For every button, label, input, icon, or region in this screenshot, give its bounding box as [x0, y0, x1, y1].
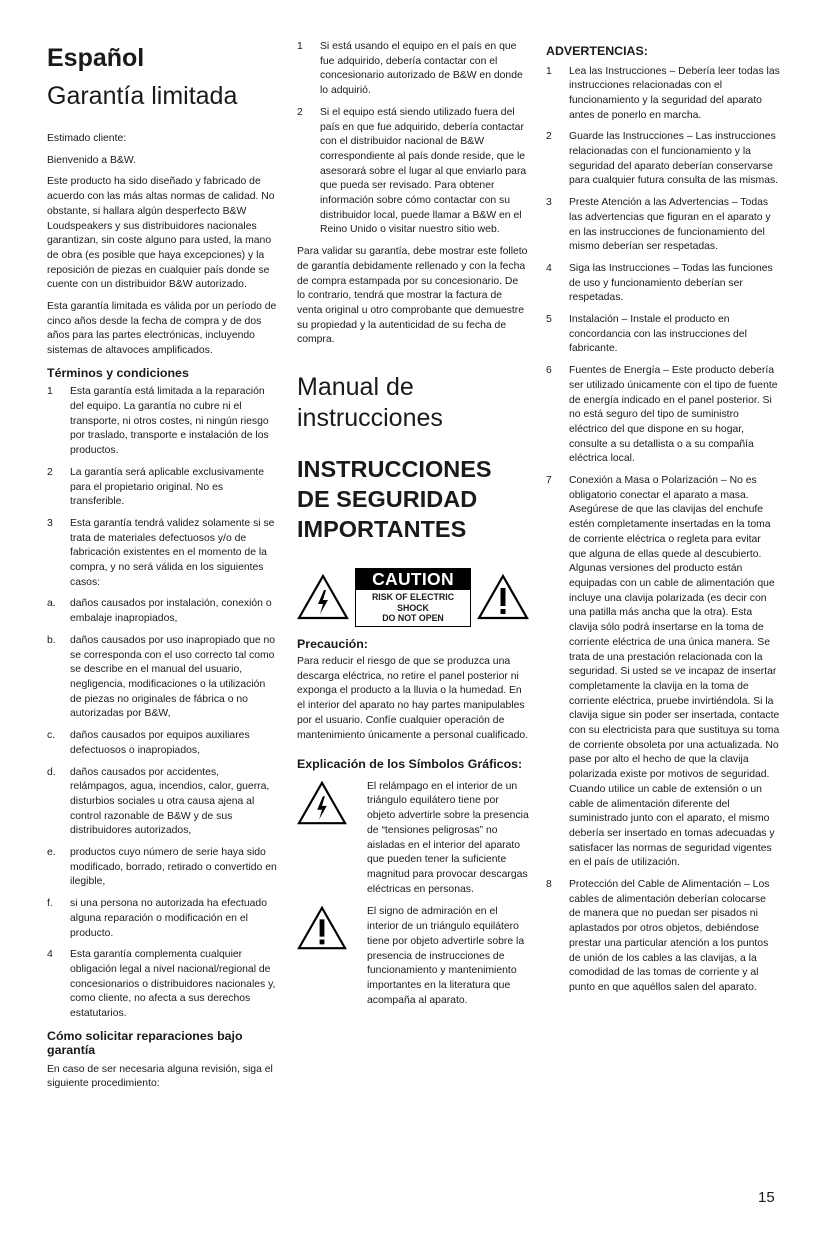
exclamation-explanation: El signo de admiración en el interior de un triángulo equilátero tiene por objeto advertirle sobre la presencia de instrucciones de funcionamiento y mantenimiento importantes en la literatura que acompaña al aparato. — [367, 906, 525, 1006]
list-item: 3 Preste Atención a las Advertencias – Todas las advertencias que figuran en el aparato y en las instrucciones de funcionamiento del mismo deberían ser respetadas. — [546, 197, 771, 253]
symbols-heading: Explicación de los Símbolos Gráficos: — [297, 757, 523, 772]
precaution-text: Para reducir el riesgo de que se produzca una descarga eléctrica, no retire el panel posterior ni exponga el producto a la lluvia o la humedad. En el interior del aparato no hay partes manipulables por el usuario. Confíe cualquier operación de mantenimiento únicamente a personal cualificado. — [297, 656, 529, 741]
caution-risk-text: RISK OF ELECTRIC SHOCK DO NOT OPEN — [371, 592, 455, 624]
repairs-heading: Cómo solicitar reparaciones bajo garantía — [47, 1028, 243, 1058]
column-manual — [297, 40, 529, 1016]
warnings-list — [546, 65, 780, 996]
list-item: 2 Guarde las Instrucciones – Las instrucciones relacionadas con el funcionamiento y la seguridad del aparato deberían conservarse para cualquier futura consulta de las mismas. — [546, 131, 779, 187]
list-item: 1 Lea las Instrucciones – Debería leer todas las instrucciones relacionadas con el funcionamiento y la seguridad del aparato antes de ponerlo en marcha. — [546, 65, 780, 121]
lightning-symbol-explanation — [297, 780, 529, 898]
list-item: 1 Esta garantía está limitada a la reparación del equipo. La garantía no cubre ni el transporte, ni otros costes, ni ningún riesgo por traslado, transporte e instalación de los productos. — [47, 386, 269, 457]
greeting: Estimado cliente: — [47, 133, 127, 144]
exclamation-symbol-explanation — [297, 905, 529, 1008]
repairs-intro: En caso de ser necesaria alguna revisión, siga el siguiente procedimiento: — [47, 1063, 273, 1090]
list-item: 1 Si está usando el equipo en el país en que fue adquirido, debería contactar con el concesionario autorizado de B&W en donde lo adquirió. — [297, 41, 523, 97]
repair-steps-list — [297, 40, 529, 238]
list-item: d. daños causados por accidentes, relámpagos, agua, incendios, calor, guerra, disturbios sociales u otra causa ajena al control razonable de B&W y de sus distribuidores autorizados, — [47, 766, 270, 837]
caution-label-box — [355, 568, 471, 627]
list-item: c. daños causados por equipos auxiliares defectuosos o inapropiados, — [47, 730, 250, 756]
list-item: 8 Protección del Cable de Alimentación – Los cables de alimentación deberían colocarse de manera que no puedan ser pisados ni aplastados por otros objetos, debiéndose prestar una particular atención a los puntos de unión de los cables a las clavijas, a la comodidad de las tomas de corriente y al punto en que aquéllos salen del aparato. — [546, 879, 770, 993]
list-item: e. productos cuyo número de serie haya sido modificado, borrado, retirado o convertido en ilegible, — [47, 847, 277, 888]
safety-heading: INSTRUCCIONES DE SEGURIDAD IMPORTANTES — [297, 456, 492, 543]
validation-paragraph: Para validar su garantía, debe mostrar este folleto de garantía debidamente rellenado y con la fecha de compra estampada por su concesionario. De lo contrario, tendrá que mostrar la factura de venta original u otro comprobante que demuestre su propiedad y la autenticidad de su fecha de compra. — [297, 246, 528, 346]
list-item: 6 Fuentes de Energía – Este producto debería ser utilizado únicamente con el tipo de fuente de energía indicado en el panel posterior. Si no está seguro del tipo de suministro eléctrico del que dispone en su hogar, consulte a su detallista o a su compañía eléctrica local. — [546, 365, 778, 465]
page-number: 15 — [758, 1189, 775, 1206]
terms-heading: Términos y condiciones — [47, 365, 189, 380]
exclamation-warning-icon — [477, 574, 529, 620]
list-item: 5 Instalación – Instale el producto en concordancia con las instrucciones del fabricante. — [546, 314, 747, 355]
caution-banner — [297, 568, 529, 627]
list-item: f. si una persona no autorizada ha efectuado alguna reparación o modificación en el producto. — [47, 898, 267, 939]
list-item: 4 Esta garantía complementa cualquier obligación legal a nivel nacional/regional de concesionarios o distribuidores nacionales y, como cliente, no afecta a sus derechos estatutarios. — [47, 949, 276, 1020]
list-item: 7 Conexión a Masa o Polarización – No es obligatorio conectar el aparato a masa. Asegúrese de que las clavijas del enchufe estén completamente insertadas en la toma de corriente eléctrica o regleta para evitar que alguna de ellas quede al descubierto. Algunas versiones del producto están equipadas con un cable de alimentación que incluye una clavija polarizada (es decir con una patilla más ancha que la otra). Esta clavija sólo podrá insertarse en la toma de corriente eléctrica de una única manera. Se trata de una prestación relacionada con la seguridad. Si usted se ve incapaz de insertar completamente la clavija en la toma de corriente eléctrica, pruebe invirtiéndola. Si la clavija sigue sin poder ser insertada, contacte con su electricista para que sustituya su toma de corriente obsoleta por una actualizada. No pase por alto el hecho de que la clavija polarizada existe por motivos de seguridad. Cuando utilice un cable de extensión o un cable de alimentación diferente del suministrado junto con el aparato, el mismo debería ser insertado en tomas adecuadas y satisfacer las normas de seguridad vigentes en el país de utilización. — [546, 475, 780, 869]
exclamation-triangle-icon — [297, 905, 367, 951]
lightning-triangle-icon — [297, 780, 367, 826]
list-item: b. daños causados por uso inapropiado que no se corresponda con el uso correcto tal como se describe en el manual del usuario, negligencia, modificaciones o la utilización de piezas no originales de fábrica o no autorizadas por B&W, — [47, 634, 276, 720]
lightning-explanation: El relámpago en el interior de un triángulo equilátero tiene por objeto advertirle sobre la presencia de “tensiones peligrosas” no aisladas en el interior del aparato que pueden tener la suficiente magnitud para provocar descargas eléctricas en personas. — [367, 780, 529, 895]
intro-paragraph: Este producto ha sido diseñado y fabricado de acuerdo con las más altas normas de calidad. No obstante, si hallara algún desperfecto B&W Loudspeakers y sus distribuidores nacionales garantizan, sin coste alguno para usted, la mano de obra (es posible que haya excepciones) y la reposición de piezas en cualquier país donde se cuente con un distribuidor B&W autorizado. — [47, 176, 275, 291]
warranty-title: Garantía limitada — [47, 82, 238, 110]
list-item: 2 Si el equipo está siendo utilizado fuera del país en que fue adquirido, debería contactar con el distribuidor nacional de B&W correspondiente al país donde reside, que le asesorará sobre el lugar al que enviarlo para que pueda ser revisado. Para obtener información sobre cómo contactar con su distribuidor local, puede llamar a B&W en el Reino Unido o visitar nuestro sitio web. — [297, 106, 527, 236]
column-warranty — [47, 40, 279, 1099]
manual-title: Manual de instrucciones — [297, 373, 443, 433]
column-warnings — [546, 40, 780, 1003]
language-title: Español — [47, 44, 145, 72]
lightning-warning-icon — [297, 574, 349, 620]
warnings-heading: ADVERTENCIAS: — [546, 44, 648, 58]
terms-list — [47, 385, 279, 1021]
precaution-heading: Precaución: — [297, 636, 368, 651]
list-item: 3 Esta garantía tendrá validez solamente si se trata de materiales defectuosos y/o de fabricación existentes en el momento de la compra, y no será válida en los siguientes casos: — [47, 517, 275, 588]
list-item: a. daños causados por instalación, conexión o embalaje inapropiados, — [47, 598, 272, 625]
caution-label: CAUTION — [356, 569, 470, 590]
list-item: 4 Siga las Instrucciones – Todas las funciones de uso y funcionamiento deberían ser respetadas. — [546, 262, 773, 304]
validity-paragraph: Esta garantía limitada es válida por un período de cinco años desde la fecha de compra y de dos años para las partes electrónicas, incluyendo sistemas de altavoces amplificados. — [47, 301, 277, 357]
welcome: Bienvenido a B&W. — [47, 154, 136, 166]
list-item: 2 La garantía será aplicable exclusivamente para el propietario original. No es transferible. — [47, 466, 265, 508]
